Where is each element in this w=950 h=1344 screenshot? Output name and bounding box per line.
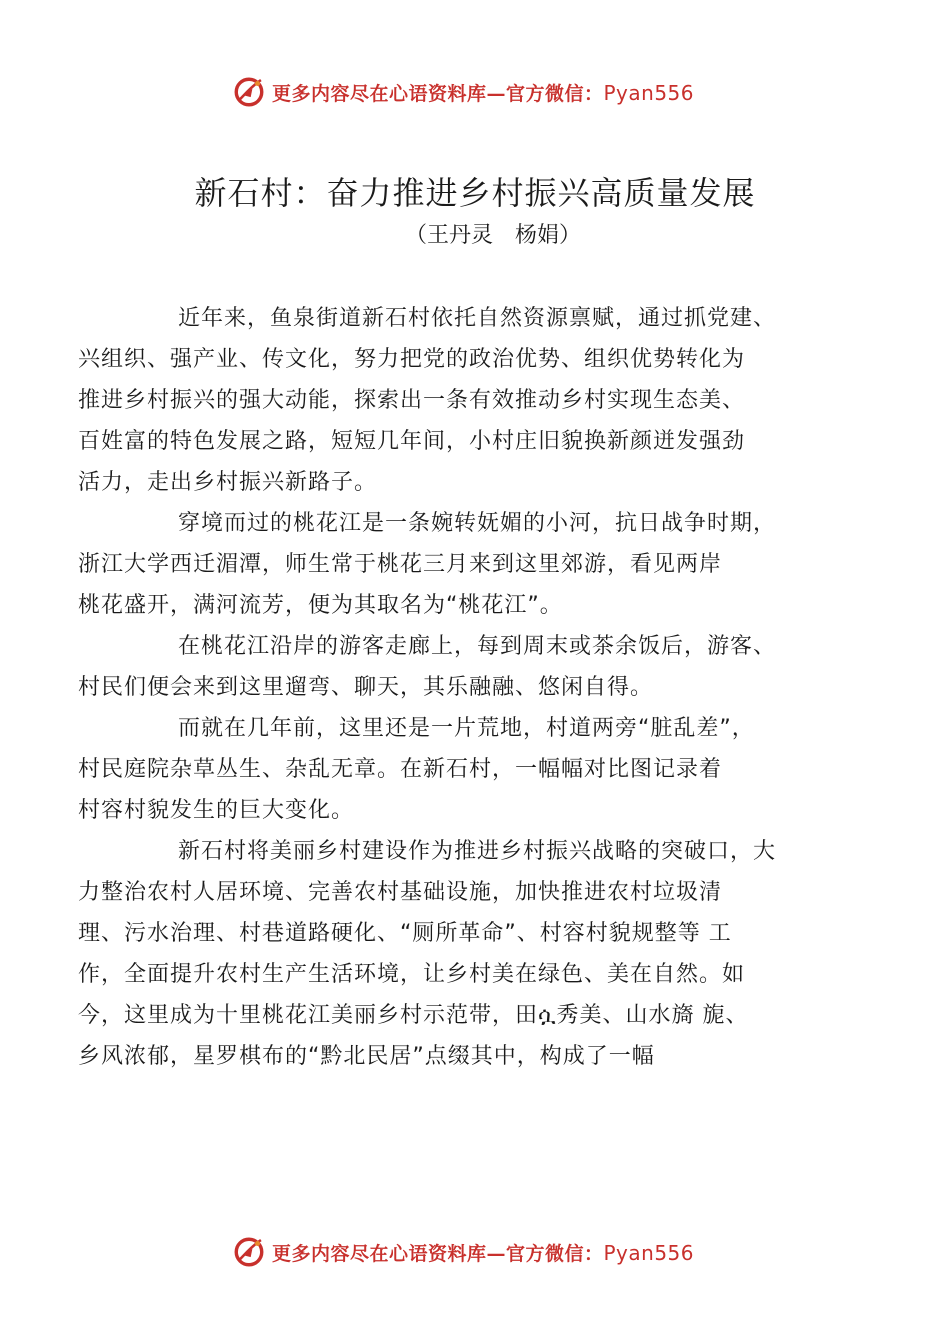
paragraph-line: 近年来，鱼泉街道新石村依托自然资源禀赋，通过抓党建、 bbox=[178, 306, 777, 331]
brand-logo-icon bbox=[232, 75, 266, 109]
paragraph-line: 村民庭院杂草丛生、杂乱无章。在新石村，一幅幅对比图记录着 bbox=[78, 757, 723, 782]
document-title: 新石村：奋力推进乡村振兴高质量发展 bbox=[194, 174, 756, 212]
paragraph-line: 村容村貌发生的巨大变化。 bbox=[78, 798, 355, 823]
paragraph-line: 乡风浓郁，星罗棋布的“黔北民居”点缀其中，构成了一幅 bbox=[78, 1044, 655, 1069]
paragraph-line: 穿境而过的桃花江是一条婉转妩媚的小河，抗日战争时期， bbox=[178, 511, 777, 536]
paragraph-line: 百姓富的特色发展之路，短短几年间，小村庄旧貌换新颜迸发强劲 bbox=[78, 429, 746, 454]
document-authors: （王丹灵 杨娟） bbox=[404, 223, 581, 248]
paragraph bbox=[78, 298, 848, 503]
paragraph-line: 今，这里成为十里桃花江美丽乡村示范带，田ሷ秀美、山水旖 旎、 bbox=[78, 1003, 749, 1028]
banner-text: 更多内容尽在心语资料库—官方微信：Pyan556 bbox=[271, 1240, 695, 1265]
paragraph bbox=[78, 626, 848, 708]
paragraph-line: 推进乡村振兴的强大动能，探索出一条有效推动乡村实现生态美、 bbox=[78, 388, 746, 413]
paragraph-line: 在桃花江沿岸的游客走廊上，每到周末或茶余饭后，游客、 bbox=[178, 634, 777, 659]
banner-text: 更多内容尽在心语资料库—官方微信：Pyan556 bbox=[271, 80, 695, 105]
paragraph-line: 浙江大学西迁湄潭，师生常于桃花三月来到这里郊游，看见两岸 bbox=[78, 552, 723, 577]
paragraph bbox=[78, 708, 848, 831]
paragraph-line: 而就在几年前，这里还是一片荒地，村道两旁“脏乱差”， bbox=[178, 716, 755, 741]
wechat-id: Pyan556 bbox=[603, 1240, 695, 1265]
paragraph-line: 理、污水治理、村巷道路硬化、“厕所革命”、村容村貌规整等 工 bbox=[78, 921, 732, 946]
paragraph-line: 村民们便会来到这里遛弯、聊天，其乐融融、悠闲自得。 bbox=[78, 675, 654, 700]
footer-banner bbox=[0, 1230, 950, 1274]
paragraph-line: 桃花盛开，满河流芳，便为其取名为“桃花江”。 bbox=[78, 593, 563, 618]
document-body bbox=[78, 298, 848, 1077]
paragraph-line: 新石村将美丽乡村建设作为推进乡村振兴战略的突破口，大 bbox=[178, 839, 777, 864]
paragraph-line: 活力，走出乡村振兴新路子。 bbox=[78, 470, 378, 495]
wechat-id: Pyan556 bbox=[603, 80, 695, 105]
paragraph-line: 作，全面提升农村生产生活环境，让乡村美在绿色、美在自然。如 bbox=[78, 962, 746, 987]
paragraph-line: 兴组织、强产业、传文化，努力把党的政治优势、组织优势转化为 bbox=[78, 347, 746, 372]
header-banner bbox=[0, 70, 950, 114]
paragraph bbox=[78, 503, 848, 626]
paragraph bbox=[78, 831, 848, 1077]
brand-logo-icon bbox=[232, 1235, 266, 1269]
paragraph-line: 力整治农村人居环境、完善农村基础设施，加快推进农村垃圾清 bbox=[78, 880, 723, 905]
